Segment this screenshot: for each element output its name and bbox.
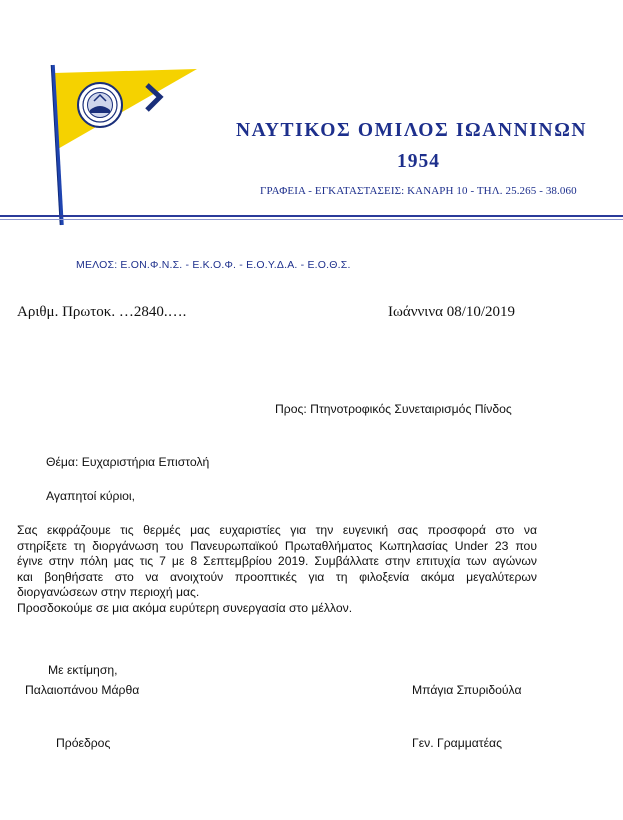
club-emblem	[78, 83, 122, 127]
body-line: Προσδοκούμε σε μια ακόμα ευρύτερη συνεργασία στο μέλλον.	[17, 600, 353, 615]
body-line: διοργανώσεων στην περιοχή μας.	[17, 585, 200, 600]
body-line: Σας εκφράζουμε τις θερμές μας ευχαριστίες για την ευγενική σας προσφορά στο να	[17, 523, 537, 537]
club-name: ΝΑΥΤΙΚΟΣ ΟΜΙΛΟΣ ΙΩΑΝΝΙΝΩΝ	[236, 120, 588, 141]
protocol-number: Αριθμ. Πρωτοκ. …2840.….	[17, 304, 187, 320]
club-pennant-logo	[40, 55, 215, 230]
pennant-flag	[54, 69, 197, 150]
closing: Με εκτίμηση,	[48, 663, 118, 677]
letterhead-divider	[0, 215, 623, 217]
club-membership: ΜΕΛΟΣ: Ε.ΟΝ.Φ.Ν.Σ. - Ε.Κ.Ο.Φ. - Ε.Ο.Υ.Δ.Α. - Ε.Ο.Θ.Σ.	[76, 259, 351, 271]
recipient: Προς: Πτηνοτροφικός Συνεταιρισμός Πίνδος	[275, 402, 512, 416]
letterhead-divider-thin	[0, 219, 623, 220]
signatory-name-secretary: Μπάγια Σπυριδούλα	[412, 683, 522, 697]
club-founding-year: 1954	[397, 151, 440, 172]
body-line: και βοηθήσατε στο να ανοιχτούν προοπτικές για τη φιλοξενία ακόμα μεγαλύτερων	[17, 569, 537, 584]
body-line: στηρίξετε τη διοργάνωση του Πανευρωπαϊκού Πρωταθλήματος Κωπηλασίας Under 23 που	[17, 538, 537, 553]
greeting: Αγαπητοί κύριοι,	[46, 489, 136, 503]
letter-body	[17, 523, 537, 617]
letter-date: Ιωάννινα 08/10/2019	[388, 304, 516, 320]
signatory-role-secretary: Γεν. Γραμματέας	[412, 736, 502, 750]
body-line: έγινε στην πόλη μας τις 7 με 8 Σεπτεμβρίου 2019. Συμβάλλατε στην επιτυχία των αγώνων	[17, 554, 537, 569]
subject-line: Θέμα: Ευχαριστήρια Επιστολή	[46, 455, 210, 469]
signatory-role-president: Πρόεδρος	[56, 736, 111, 750]
signatory-name-president: Παλαιοπάνου Μάρθα	[25, 683, 140, 697]
club-address: ΓΡΑΦΕΙΑ - ΕΓΚΑΤΑΣΤΑΣΕΙΣ: ΚΑΝΑΡΗ 10 - ΤΗΛ. 25.265 - 38.060	[260, 185, 577, 197]
